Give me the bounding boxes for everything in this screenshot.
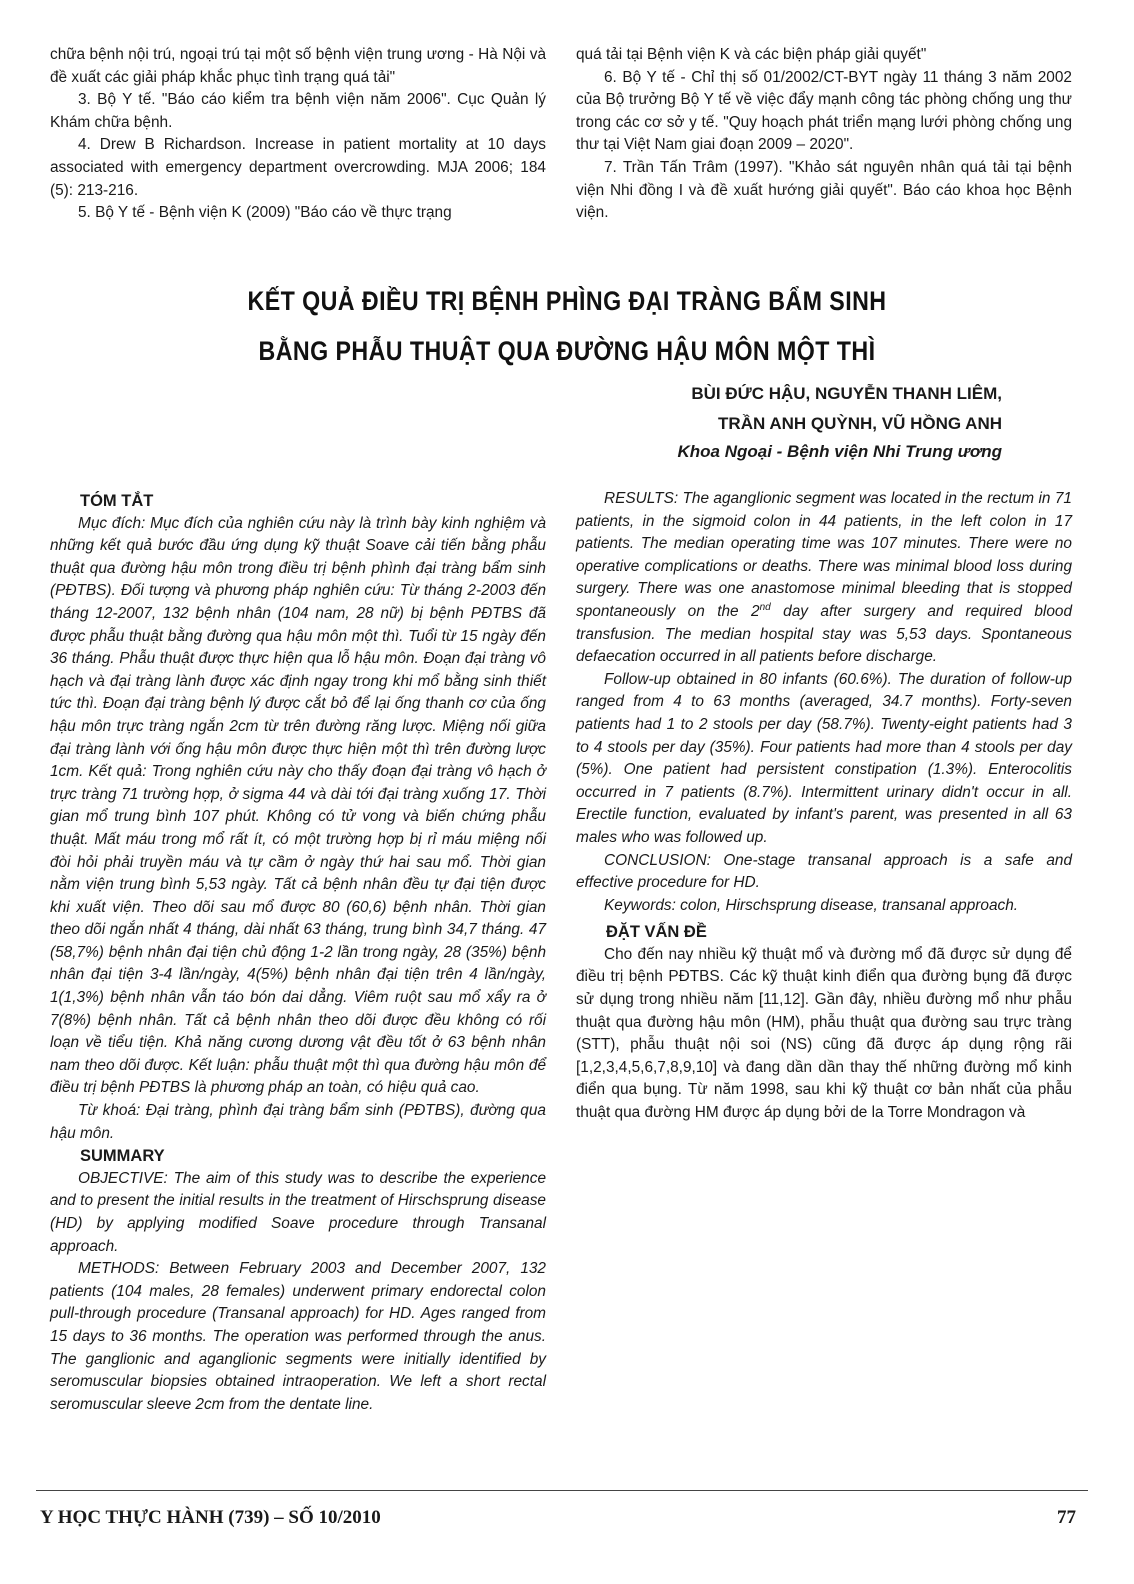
abstract-vi-body: Mục đích: Mục đích của nghiên cứu này là trình bày kinh nghiệm và những kết quả bước đầu ứng dụng kỹ thuật Soave cải tiến bằng phẫu thuật qua đường hậu môn trong điều trị bệnh phình đại tràng bẩm sinh (PĐTBS). Đối tượng và phương pháp nghiên cứu: Từ tháng 2-2003 đến tháng 12-2007, 132 bệnh nhân (104 nam, 28 nữ) bị bệnh PĐTBS đã được phẫu thuật bằng đường qua hậu môn một thì. Tuổi từ 15 ngày đến 36 tháng. Phẫu thuật được thực hiện qua lỗ hậu môn. Đoạn đại tràng vô hạch và đại tràng lành được xác định ngay trong khi mổ bằng sinh thiết tức thì. Đoạn đại tràng bệnh lý được cắt bỏ để lại ống thanh cơ của ống hậu môn trực tràng ngắn 2cm từ trên đường răng lược. Miệng nối giữa đại tràng lành với ống hậu môn được thực hiện một thì trên đường lược 1cm. Kết quả: Trong nghiên cứu này cho thấy đoạn đại tràng vô hạch ở trực tràng 71 trường hợp, ở sigma 44 và dài tới đại tràng xuống 17. Thời gian mổ trung bình 107 phút. Không có tử vong và biến chứng phẫu thuật. Mất máu trong mổ rất ít, có một trường hợp bị rỉ máu miệng nối đòi hỏi phải truyền máu và tự cầm ở ngày thứ hai sau mổ. Thời gian nằm viện trung bình 5,53 ngày. Tất cả bệnh nhân đều tự đại tiện được khi xuất viện. Theo dõi sau mổ được 80 (60,6) bệnh nhân. Thời gian theo dõi ngắn nhất 4 tháng, dài nhất 63 tháng, trung bình 34,7 tháng. 47 (58,7%) bệnh nhân đại tiện chủ động 1-2 lần trong ngày, 28 (35%) bệnh nhân đại tiện 3-4 lần/ngày, 4(5%) bệnh nhân đại tiện trên 4 lần/ngày, 1(1,3%) bệnh nhân vẫn táo bón dai dẳng. Viêm ruột sau mổ xẩy ra ở 7(8%) bệnh nhân. Tất cả bệnh nhân theo dõi được đều không có rối loạn về tiểu tiện. Khả năng cương dương vật đều tốt ở 63 bệnh nhân nam theo dõi được. Kết luận: phẫu thuật một thì qua đường hậu môn để điều trị bệnh PĐTBS là phương pháp an toàn, có hiệu quả cao. [50,514,546,1097]
references-right [576,44,1072,225]
summary-followup: Follow-up obtained in 80 infants (60.6%). The duration of follow-up ranged from 4 to 63 months (averaged, 34.7 months). Forty-seven patients had 1 to 2 stools per day (58.7%). Twenty-eight patients had 3 to 4 stools per day (35%). Four patients had more than 4 stools per day (5%). One patient had persistent constipation (1.3%). Enterocolitis occurred in 7 patients (8.7%). Intermittent urinary didn't occur in all. Erectile function, evaluated by infant's parent, was presented in all 63 males who was followed up. [576,670,1072,846]
body-column-right [576,488,1072,1125]
reference-item: 3. Bộ Y tế. "Báo cáo kiểm tra bệnh viện năm 2006". Cục Quản lý Khám chữa bệnh. [50,91,546,131]
intro-body: Cho đến nay nhiều kỹ thuật mổ và đường mổ đã được sử dụng để điều trị bệnh PĐTBS. Các kỹ thuật kinh điển qua đường bụng đã được sử dụng trong nhiều năm [11,12]. Gần đây, nhiều đường mổ như phẫu thuật qua đường hậu môn (HM), phẫu thuật qua đường sau trực tràng (STT), phẫu thuật nội soi (NS) cũng đã được áp dụng rộng rãi [1,2,3,4,5,6,7,8,9,10] và đang dần dần thay thế những đường mổ kinh điển qua bụng. Từ năm 1998, sau khi kỹ thuật cơ bản nhất của phẫu thuật qua đường HM được áp dụng bởi de la Torre Mondragon và [576,945,1072,1122]
summary-results [576,488,1072,669]
reference-item: 7. Trần Tấn Trâm (1997). "Khảo sát nguyên nhân quá tải tại bệnh viện Nhi đồng I và đề xuất hướng giải quyết". Báo cáo khoa học Bệnh viện. [576,158,1072,222]
abstract-vi-keywords: Từ khoá: Đại tràng, phình đại tràng bẩm sinh (PĐTBS), đường qua hậu môn. [50,1102,546,1142]
reference-item: 6. Bộ Y tế - Chỉ thị số 01/2002/CT-BYT ngày 11 tháng 3 năm 2002 của Bộ trưởng Bộ Y tế về việc đẩy mạnh công tác phòng chống ung thư trong các cơ sở y tế. "Quy hoạch phát triển mạng lưới phòng chống ung thư tại Việt Nam giai đoạn 2009 – 2020". [576,68,1072,154]
summary-methods: METHODS: Between February 2003 and December 2007, 132 patients (104 males, 28 females) underwent primary endorectal colon pull-through procedure (Transanal approach) for HD. Ages ranged from 15 days to 36 months. The operation was performed through the anus. The ganglionic and aganglionic segments were initially identified by seromuscular biopsies obtained intraoperation. We left a short rectal seromuscular sleeve 2cm from the dentate line. [50,1260,546,1413]
summary-objective: OBJECTIVE: The aim of this study was to describe the experience and to present the initial results in the treatment of Hirschsprung disease (HD) by applying modified Soave procedure through Transanal approach. [50,1169,546,1255]
page-number: 77 [1057,1507,1076,1528]
reference-item: chữa bệnh nội trú, ngoại trú tại một số bệnh viện trung ương - Hà Nội và đề xuất các giải pháp khắc phục tình trạng quá tải" [50,46,546,86]
article-title-line-1: KẾT QUẢ ĐIỀU TRỊ BỆNH PHÌNG ĐẠI TRÀNG BẨM SINH [247,286,887,316]
summary-results-text: RESULTS: The aganglionic segment was located in the rectum in 71 patients, in the sigmoid colon in 44 patients, in the left colon in 17 patients. The median operating time was 107 minutes. There were no operative complications or deaths. There was minimal blood loss during surgery. There was one anastomose minimal bleeding that is stopped spontaneously on the 2 [576,490,1072,620]
summary-results-text-cont: day after surgery and required blood transfusion. The median hospital stay was 5,53 days. Spontaneous defaecation occurred in all patients before discharge. [576,602,1072,666]
author-block [0,384,1002,474]
references-left [50,44,546,225]
reference-item: quá tải tại Bệnh viện K và các biện pháp giải quyết" [576,46,927,63]
superscript-nd: nd [759,601,771,613]
reference-item: 5. Bộ Y tế - Bệnh viện K (2009) "Báo cáo về thực trạng [78,204,452,222]
footer-divider [36,1490,1088,1491]
authors-line-2: TRẦN ANH QUỲNH, VŨ HỒNG ANH [718,414,1002,433]
summary-heading: SUMMARY [80,1147,165,1166]
author-affiliation: Khoa Ngoại - Bệnh viện Nhi Trung ương [677,442,1002,461]
article-title-line-2: BẰNG PHẪU THUẬT QUA ĐƯỜNG HẬU MÔN MỘT THÌ [258,336,876,366]
body-column-left [50,490,546,1416]
abstract-heading: TÓM TẮT [80,492,154,510]
journal-footer: Y HỌC THỰC HÀNH (739) – SỐ 10/2010 [40,1507,381,1528]
intro-heading: ĐẶT VẤN ĐỀ [606,923,707,942]
authors-line-1: BÙI ĐỨC HẬU, NGUYỄN THANH LIÊM, [691,384,1002,403]
summary-keywords: Keywords: colon, Hirschsprung disease, transanal approach. [604,896,1019,914]
reference-item: 4. Drew B Richardson. Increase in patient mortality at 10 days associated with emergency department overcrowding. MJA 2006; 184 (5): 213-216. [50,136,546,199]
summary-conclusion: CONCLUSION: One-stage transanal approach is a safe and effective procedure for HD. [576,851,1072,892]
